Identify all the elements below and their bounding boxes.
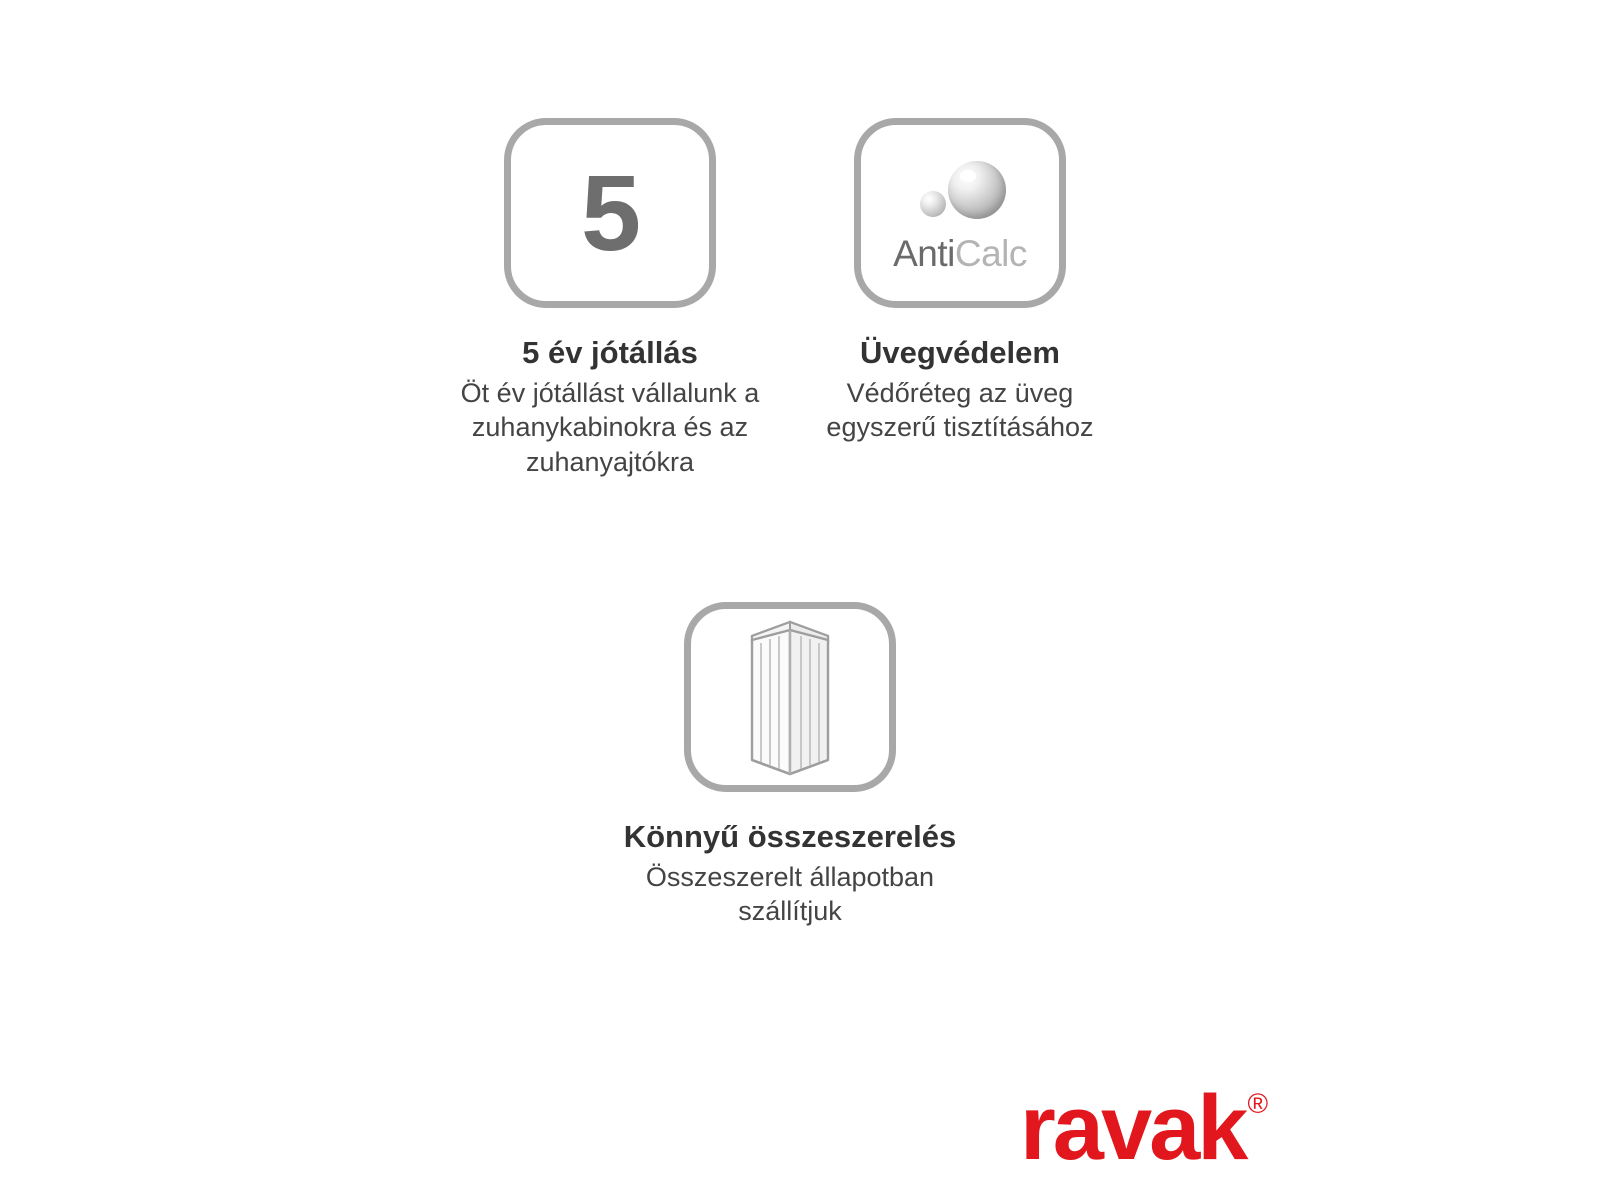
feature-title-easy-assembly: Könnyű összeszerelés [623, 819, 957, 854]
feature-title-glass-protection: Üvegvédelem [860, 335, 1060, 370]
brand-logo [1020, 1077, 1269, 1179]
droplet-large [948, 161, 1006, 219]
brand-logo-text: ravak [1020, 1077, 1246, 1179]
number-5-icon [504, 118, 716, 308]
feature-description-easy-assembly: Összeszerelt állapotban szállítjuk [645, 861, 935, 927]
registered-trademark-icon: ® [1247, 1088, 1269, 1119]
number-5-icon-label: 5 [580, 152, 640, 273]
shower-cabin-icon [684, 602, 896, 792]
feature-card-easy-assembly [620, 602, 960, 929]
feature-description-warranty: Öt év jótállást vállalunk a zuhanykabinokra és az zuhanyajtókra [460, 377, 760, 477]
water-droplet-icon [900, 157, 1020, 237]
shower-cabin-icon-graphic [730, 610, 850, 785]
feature-card-glass-protection [790, 118, 1130, 445]
anticalc-wordmark-anti: Anti [893, 233, 955, 274]
feature-description-glass-protection: Védőréteg az üveg egyszerű tisztításához [826, 377, 1094, 443]
anticalc-wordmark [893, 233, 1027, 275]
feature-title-warranty: 5 év jótállás [522, 335, 698, 370]
droplet-small [920, 191, 946, 217]
anticalc-icon-graphic [861, 125, 1059, 301]
anticalc-icon [854, 118, 1066, 308]
anticalc-wordmark-calc: Calc [954, 233, 1027, 274]
feature-card-warranty [440, 118, 780, 479]
